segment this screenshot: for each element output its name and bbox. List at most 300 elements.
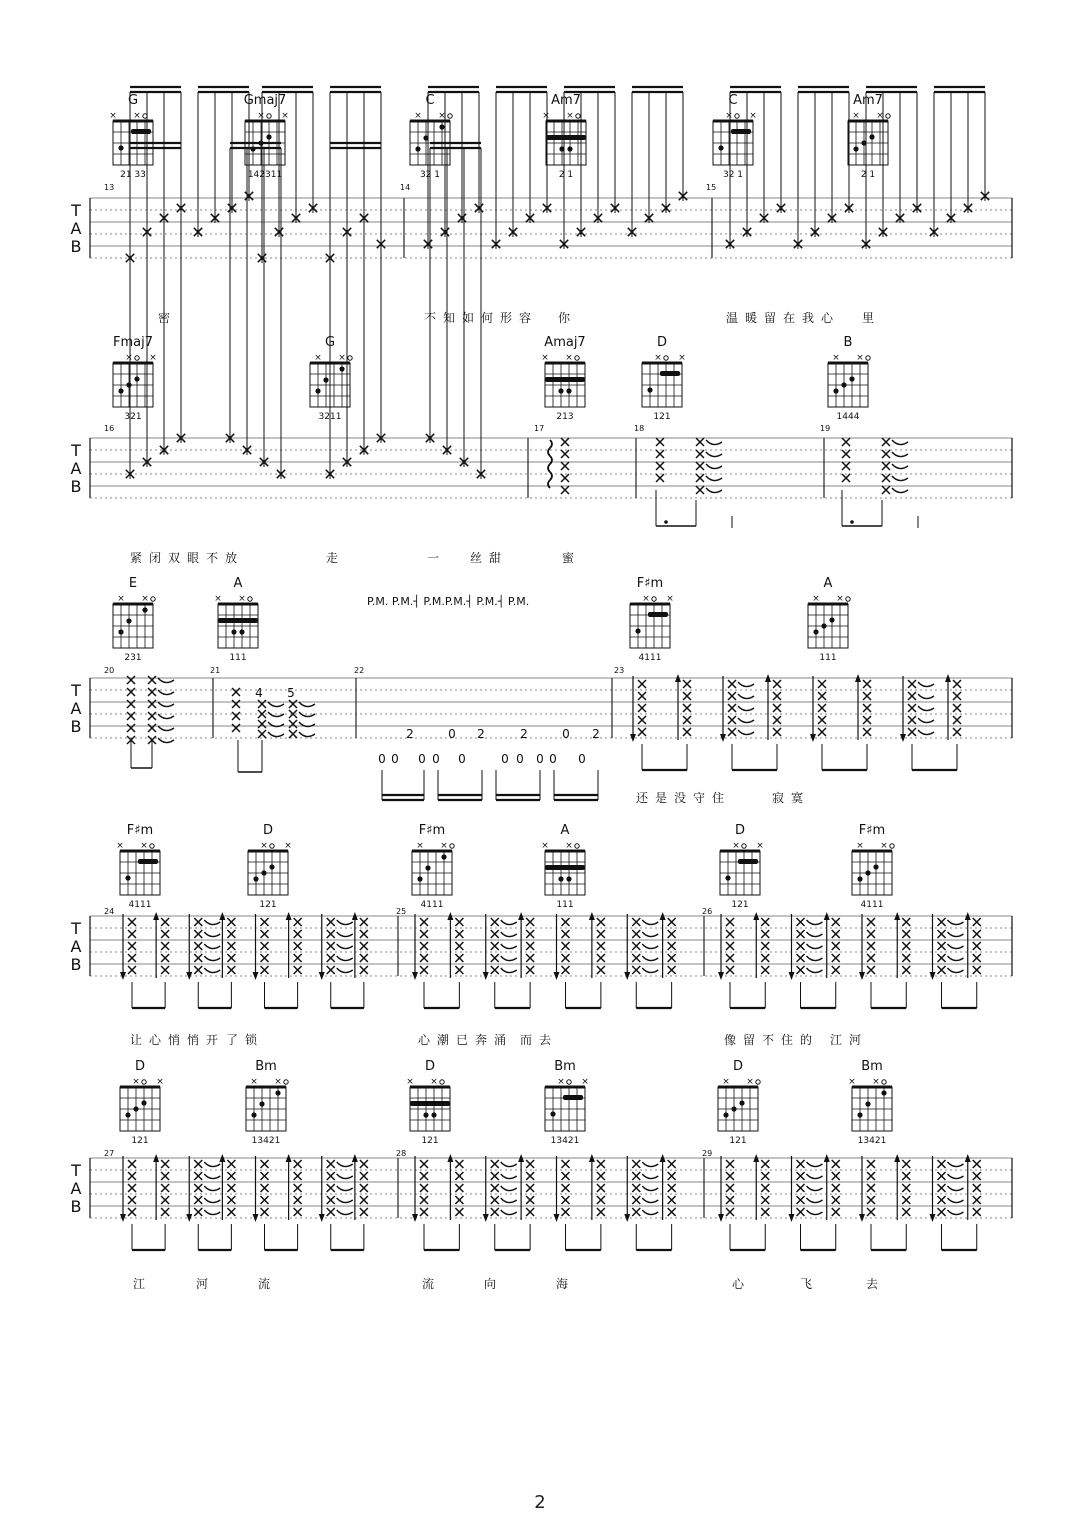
finger-dot <box>881 1090 886 1095</box>
strum-chord <box>447 912 463 978</box>
arrow-down-icon <box>859 1214 865 1222</box>
strum-chord <box>824 912 840 978</box>
open-string-mark <box>448 114 452 118</box>
tie-mark <box>204 920 220 925</box>
x-note <box>908 716 916 724</box>
x-note <box>832 954 840 962</box>
muted-string-mark: × <box>832 353 840 363</box>
tie-mark <box>337 932 353 937</box>
x-note <box>902 930 910 938</box>
x-note <box>632 1184 640 1192</box>
finger-dot <box>142 607 147 612</box>
muted-string-mark: × <box>117 594 125 604</box>
arrow-down-icon <box>789 972 795 980</box>
x-note <box>526 1208 534 1216</box>
x-note <box>261 918 269 926</box>
tie-mark <box>642 1162 658 1167</box>
chord-name: Bm <box>554 1059 576 1074</box>
x-note <box>526 1196 534 1204</box>
x-note <box>420 1196 428 1204</box>
x-note <box>148 700 156 708</box>
fret-number: 4 <box>255 686 263 700</box>
chord-fingering: 2 1 <box>558 170 574 180</box>
tab-clef-t: T <box>71 919 81 938</box>
x-note <box>726 930 734 938</box>
muted-string-mark: × <box>133 111 141 121</box>
tie-mark <box>706 452 722 457</box>
tie-mark <box>948 1186 964 1191</box>
strum-chord <box>518 1154 534 1220</box>
x-note <box>294 1160 302 1168</box>
tie-mark <box>501 1198 517 1203</box>
tie-mark <box>948 1198 964 1203</box>
finger-dot <box>126 618 131 623</box>
strum-chord <box>765 674 781 740</box>
lyric: 江河 <box>830 1033 869 1047</box>
strum-chord <box>352 1154 368 1220</box>
strum-chord <box>483 914 517 980</box>
strum-chord <box>789 1156 823 1222</box>
strum-chord <box>894 912 910 978</box>
strum-chord <box>630 676 646 742</box>
dot <box>850 520 854 524</box>
x-note <box>797 918 805 926</box>
fret-number: 5 <box>287 686 295 700</box>
tie-mark <box>204 1162 220 1167</box>
finger-dot <box>873 864 878 869</box>
x-note <box>562 1184 570 1192</box>
x-note <box>194 954 202 962</box>
chord-stack <box>842 438 918 528</box>
x-note <box>832 918 840 926</box>
open-string-mark <box>270 844 274 848</box>
x-note <box>360 1184 368 1192</box>
x-note <box>562 918 570 926</box>
strum-chord <box>120 914 136 980</box>
strum-chord <box>675 674 691 740</box>
x-note <box>761 942 769 950</box>
tie-mark <box>337 1186 353 1191</box>
muted-string-mark: × <box>156 1077 164 1087</box>
x-note <box>161 1208 169 1216</box>
muted-string-mark: × <box>541 841 549 851</box>
lyric: 心 <box>732 1277 752 1291</box>
chord-diagram <box>113 335 157 422</box>
lyric: 丝甜 <box>470 551 509 565</box>
x-note <box>455 1184 463 1192</box>
x-note <box>902 1160 910 1168</box>
x-note <box>668 1172 676 1180</box>
x-note <box>128 1172 136 1180</box>
x-note <box>227 1208 235 1216</box>
muted-string-mark: × <box>566 111 574 121</box>
x-note <box>561 474 569 482</box>
tie-mark <box>948 932 964 937</box>
tie-mark <box>738 718 754 723</box>
strum-chord <box>186 914 220 980</box>
fret-number: 0 <box>378 752 386 766</box>
lyric: 海 <box>556 1277 576 1291</box>
tie-mark <box>807 956 823 961</box>
x-note <box>938 966 946 974</box>
x-note <box>761 918 769 926</box>
x-note <box>832 1208 840 1216</box>
note-group <box>424 87 483 249</box>
x-note <box>938 1172 946 1180</box>
x-note <box>867 1160 875 1168</box>
chord-name: Am7 <box>551 93 581 108</box>
x-note <box>797 1184 805 1192</box>
tie-mark <box>204 956 220 961</box>
chord-name: Am7 <box>853 93 883 108</box>
x-note <box>761 966 769 974</box>
chord-fingering: 4111 <box>638 653 662 663</box>
tie-mark <box>807 932 823 937</box>
finger-dot <box>558 388 563 393</box>
chord-name: D <box>656 335 668 350</box>
open-string-mark <box>652 597 656 601</box>
chord-fingering: 121 <box>421 1136 439 1146</box>
tie-mark <box>337 1162 353 1167</box>
chord-name: Fmaj7 <box>113 335 153 350</box>
barre <box>218 618 258 623</box>
strum-chord <box>660 1154 676 1220</box>
x-note <box>455 1208 463 1216</box>
strum-chord <box>120 1156 136 1222</box>
x-note <box>420 1172 428 1180</box>
chord-fingering: 32 1 <box>419 170 441 180</box>
x-note <box>491 1208 499 1216</box>
arpeggio-wave <box>548 440 552 488</box>
x-note <box>526 918 534 926</box>
x-note <box>420 966 428 974</box>
chord-name: Amaj7 <box>544 335 586 350</box>
chord-name: D <box>734 823 746 838</box>
x-note <box>562 954 570 962</box>
x-note <box>867 1172 875 1180</box>
x-note <box>261 966 269 974</box>
fret-number: 0 <box>458 752 466 766</box>
tie-mark <box>204 1198 220 1203</box>
chord-diagram <box>848 93 890 180</box>
x-note <box>818 704 826 712</box>
x-note <box>726 1208 734 1216</box>
x-note <box>797 1196 805 1204</box>
x-note <box>294 966 302 974</box>
chord-stack <box>656 438 732 528</box>
chord-diagram <box>718 1059 760 1146</box>
strum-chord <box>824 1154 840 1220</box>
tie-mark <box>807 1198 823 1203</box>
strum-chord <box>319 914 353 980</box>
x-note <box>668 1160 676 1168</box>
x-note <box>638 680 646 688</box>
strum-chord <box>518 912 534 978</box>
tie-mark <box>158 738 174 743</box>
finger-dot <box>739 1100 744 1105</box>
open-string-mark <box>151 597 155 601</box>
x-note <box>128 942 136 950</box>
muted-string-mark: × <box>416 841 424 851</box>
arpeggio-chord <box>548 438 569 494</box>
x-note <box>526 1160 534 1168</box>
x-note <box>832 1172 840 1180</box>
barre <box>648 612 668 617</box>
lyric: 里 <box>862 311 882 325</box>
x-note <box>632 942 640 950</box>
fret-number: 0 <box>549 752 557 766</box>
x-note <box>294 954 302 962</box>
muted-string-mark: × <box>565 353 573 363</box>
tab-clef-a: A <box>70 219 82 238</box>
strum-chord <box>554 1156 570 1222</box>
tab-clef-a: A <box>70 699 82 718</box>
x-note <box>128 1196 136 1204</box>
tie-mark <box>738 706 754 711</box>
x-note <box>526 930 534 938</box>
page-number: 2 <box>534 1492 546 1513</box>
open-string-mark <box>756 1080 760 1084</box>
x-note <box>232 688 240 696</box>
tie-mark <box>892 488 908 493</box>
finger-dot <box>857 1112 862 1117</box>
barre <box>138 859 158 864</box>
x-note <box>597 1208 605 1216</box>
lyric: 让心悄悄开 <box>130 1033 226 1047</box>
finger-dot <box>833 388 838 393</box>
muted-string-mark: × <box>872 1077 880 1087</box>
x-note <box>455 942 463 950</box>
finger-dot <box>141 1100 146 1105</box>
x-note <box>668 1208 676 1216</box>
muted-string-mark: × <box>678 353 686 363</box>
lyric: 走 <box>326 551 346 565</box>
strum-measure <box>718 1154 981 1250</box>
chord-fingering: 3211 <box>318 412 342 422</box>
x-note <box>773 728 781 736</box>
bar-number: 29 <box>702 1149 713 1158</box>
x-note <box>773 716 781 724</box>
x-note <box>360 1172 368 1180</box>
fret-number: 0 <box>536 752 544 766</box>
barre <box>546 135 586 140</box>
x-note <box>491 954 499 962</box>
x-note <box>294 918 302 926</box>
muted-string-mark: × <box>149 353 157 363</box>
x-note <box>128 1184 136 1192</box>
tie-mark <box>642 920 658 925</box>
x-note <box>726 918 734 926</box>
x-note <box>194 966 202 974</box>
x-note <box>562 1172 570 1180</box>
x-note <box>908 728 916 736</box>
strum-chord <box>624 1156 658 1222</box>
bar-number: 28 <box>396 1149 407 1158</box>
x-note <box>797 942 805 950</box>
muted-string-mark: × <box>722 1077 730 1087</box>
fret-number: 0 <box>391 752 399 766</box>
muted-string-mark: × <box>756 841 764 851</box>
dot <box>664 520 668 524</box>
tie-mark <box>892 440 908 445</box>
chord-diagram <box>109 93 153 180</box>
note-group <box>194 87 253 237</box>
strum-chord <box>720 676 754 742</box>
x-note <box>726 1160 734 1168</box>
x-note <box>832 1196 840 1204</box>
tie-mark <box>738 730 754 735</box>
chord-name: A <box>560 823 570 838</box>
chord-diagram <box>412 823 454 910</box>
chord-fingering: 4111 <box>420 900 444 910</box>
x-note <box>973 954 981 962</box>
strum-chord <box>859 1156 875 1222</box>
finger-dot <box>423 1112 428 1117</box>
x-note <box>696 438 704 446</box>
x-note <box>420 1184 428 1192</box>
x-note <box>761 1172 769 1180</box>
x-note <box>597 1196 605 1204</box>
chord-name: E <box>128 576 138 591</box>
x-note <box>797 966 805 974</box>
x-note <box>127 724 135 732</box>
x-note <box>938 918 946 926</box>
arrow-down-icon <box>789 1214 795 1222</box>
muted-string-mark: × <box>732 841 740 851</box>
strum-chord <box>855 674 871 740</box>
x-note <box>597 1184 605 1192</box>
x-note <box>638 716 646 724</box>
x-note <box>882 450 890 458</box>
finger-dot <box>134 376 139 381</box>
open-string-mark <box>890 844 894 848</box>
system-5 <box>70 1059 1012 1291</box>
bar-number: 19 <box>820 424 831 433</box>
x-note <box>728 704 736 712</box>
tie-mark <box>299 702 315 707</box>
tie-mark <box>501 956 517 961</box>
x-note <box>973 930 981 938</box>
open-string-mark <box>248 597 252 601</box>
lyric: 温暖留在我心 <box>726 311 841 325</box>
tab-clef-a: A <box>70 937 82 956</box>
x-note <box>632 1160 640 1168</box>
x-note <box>867 1208 875 1216</box>
tie-mark <box>501 968 517 973</box>
barre <box>563 1095 583 1100</box>
x-note <box>455 954 463 962</box>
x-note <box>289 700 297 708</box>
x-note <box>773 680 781 688</box>
tie-mark <box>807 944 823 949</box>
strum-chord <box>753 912 769 978</box>
x-note <box>953 716 961 724</box>
lyric: 江 <box>133 1277 153 1291</box>
x-note <box>327 1196 335 1204</box>
fret-number: 0 <box>501 752 509 766</box>
note-group <box>628 87 687 237</box>
x-note <box>327 1172 335 1180</box>
x-note <box>696 450 704 458</box>
lyric: 蜜 <box>562 551 582 565</box>
x-note <box>562 1208 570 1216</box>
muted-string-mark: × <box>746 1077 754 1087</box>
x-note <box>842 462 850 470</box>
tie-mark <box>268 732 284 737</box>
x-note <box>148 724 156 732</box>
finger-dot <box>723 1112 728 1117</box>
chord-diagram <box>852 823 894 910</box>
finger-dot <box>869 134 874 139</box>
muted-string-mark: × <box>338 353 346 363</box>
chord-diagram <box>720 823 764 910</box>
x-note <box>683 692 691 700</box>
chord-fingering: 321 <box>124 412 142 422</box>
x-note <box>127 700 135 708</box>
chord-fingering: 142311 <box>247 170 283 180</box>
x-note <box>261 1160 269 1168</box>
chord-fingering: 13421 <box>251 1136 281 1146</box>
tie-mark <box>807 968 823 973</box>
tab-clef-a: A <box>70 459 82 478</box>
x-note <box>632 918 640 926</box>
tie-mark <box>337 1174 353 1179</box>
tie-mark <box>337 920 353 925</box>
bar-number: 13 <box>104 183 115 192</box>
arrow-down-icon <box>718 972 724 980</box>
x-note <box>562 966 570 974</box>
chord-fingering: 231 <box>124 653 142 663</box>
x-note <box>938 1160 946 1168</box>
note-group <box>862 87 921 249</box>
x-note <box>938 942 946 950</box>
strum-chord <box>624 914 658 980</box>
x-note <box>863 728 871 736</box>
strum-chord <box>945 674 961 740</box>
x-note <box>227 1172 235 1180</box>
muted-string-mark: × <box>414 111 422 121</box>
strum-chord <box>412 1156 428 1222</box>
muted-string-mark: × <box>125 353 133 363</box>
x-note <box>668 918 676 926</box>
x-note <box>194 1208 202 1216</box>
x-note <box>867 942 875 950</box>
x-note <box>194 1160 202 1168</box>
open-string-mark <box>882 1080 886 1084</box>
strum-measure <box>412 1154 676 1250</box>
x-note <box>455 1160 463 1168</box>
chord-diagram <box>116 823 160 910</box>
arrow-down-icon <box>319 972 325 980</box>
x-note <box>161 1196 169 1204</box>
strum-measure <box>120 912 368 1008</box>
tie-mark <box>948 1210 964 1215</box>
muted-string-mark: × <box>314 353 322 363</box>
x-note <box>761 954 769 962</box>
arrow-down-icon <box>319 1214 325 1222</box>
chord-fingering: 121 <box>653 412 671 422</box>
note-group <box>326 143 385 479</box>
bar-number: 27 <box>104 1149 115 1158</box>
tab-clef-t: T <box>71 1161 81 1180</box>
muted-string-mark: × <box>141 594 149 604</box>
open-string-mark <box>142 1080 146 1084</box>
x-note <box>683 716 691 724</box>
x-note <box>863 680 871 688</box>
tie-mark <box>706 464 722 469</box>
tie-mark <box>706 476 722 481</box>
arrow-down-icon <box>718 1214 724 1222</box>
